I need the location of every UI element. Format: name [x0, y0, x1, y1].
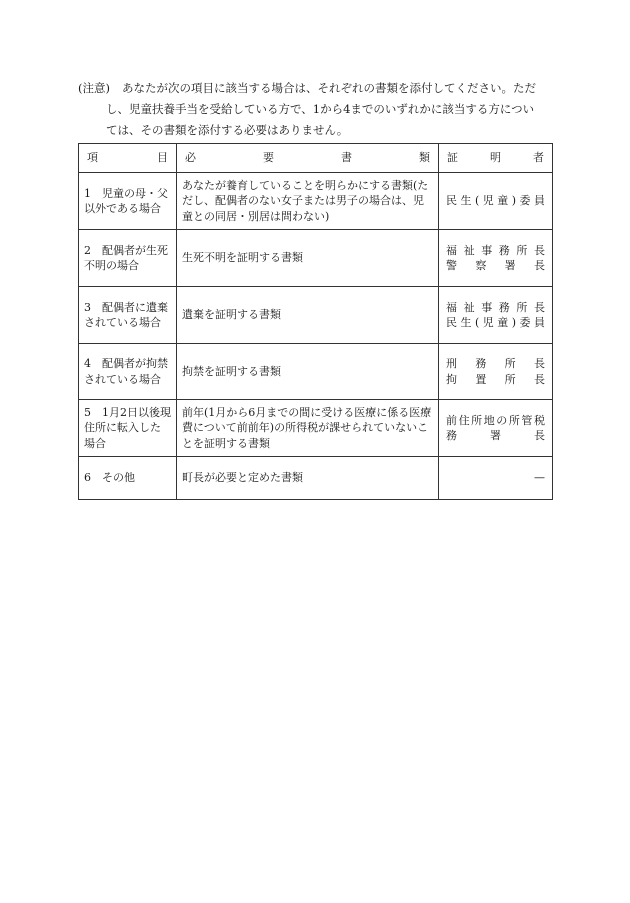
- note-line-2: し、児童扶養手当を受給している方で、1から4までのいずれかに該当する方につい: [106, 102, 535, 116]
- row-item: 1 児童の母・父以外である場合: [79, 173, 177, 230]
- row-item: 5 1月2日以後現住所に転入した場合: [79, 400, 177, 457]
- row-certifier: —: [439, 457, 553, 500]
- row-item: 3 配偶者に遺棄されている場合: [79, 287, 177, 344]
- row-certifier: 刑務所長 拘置所長: [439, 344, 553, 400]
- row-item: 6 その他: [79, 457, 177, 500]
- required-documents-table: [78, 143, 553, 500]
- row-documents: 拘禁を証明する書類: [177, 344, 439, 400]
- row-certifier: 民生(児童)委員: [439, 173, 553, 230]
- table-row: [79, 287, 553, 344]
- row-item: 2 配偶者が生死不明の場合: [79, 230, 177, 287]
- row-documents: あなたが養育していることを明らかにする書類(ただし、配偶者のない女子または男子の場合は、児童との同居・別居は問わない): [177, 173, 439, 230]
- header-item: 項 目: [79, 144, 177, 173]
- note-label: (注意): [78, 81, 110, 95]
- header-certifier: 証 明 者: [439, 144, 553, 173]
- attention-note: [78, 78, 554, 141]
- note-line-3: ては、その書類を添付する必要はありません。: [106, 123, 349, 137]
- table-row: [79, 344, 553, 400]
- table-row: [79, 400, 553, 457]
- table-header-row: [79, 144, 553, 173]
- row-certifier: 福祉事務所長 民生(児童)委員: [439, 287, 553, 344]
- note-line-1: (注意) あなたが次の項目に該当する場合は、それぞれの書類を添付してください。ただ: [78, 78, 554, 99]
- table-row: [79, 230, 553, 287]
- row-documents: 生死不明を証明する書類: [177, 230, 439, 287]
- row-documents: 遺棄を証明する書類: [177, 287, 439, 344]
- row-documents: 前年(1月から6月までの間に受ける医療に係る医療費について前前年)の所得税が課せられていないことを証明する書類: [177, 400, 439, 457]
- row-certifier: 福祉事務所長 警察署長: [439, 230, 553, 287]
- row-item: 4 配偶者が拘禁されている場合: [79, 344, 177, 400]
- row-documents: 町長が必要と定めた書類: [177, 457, 439, 500]
- header-documents: 必 要 書 類: [177, 144, 439, 173]
- table-row: [79, 457, 553, 500]
- row-certifier: 前住所地の所管税 務署長: [439, 400, 553, 457]
- table-row: [79, 173, 553, 230]
